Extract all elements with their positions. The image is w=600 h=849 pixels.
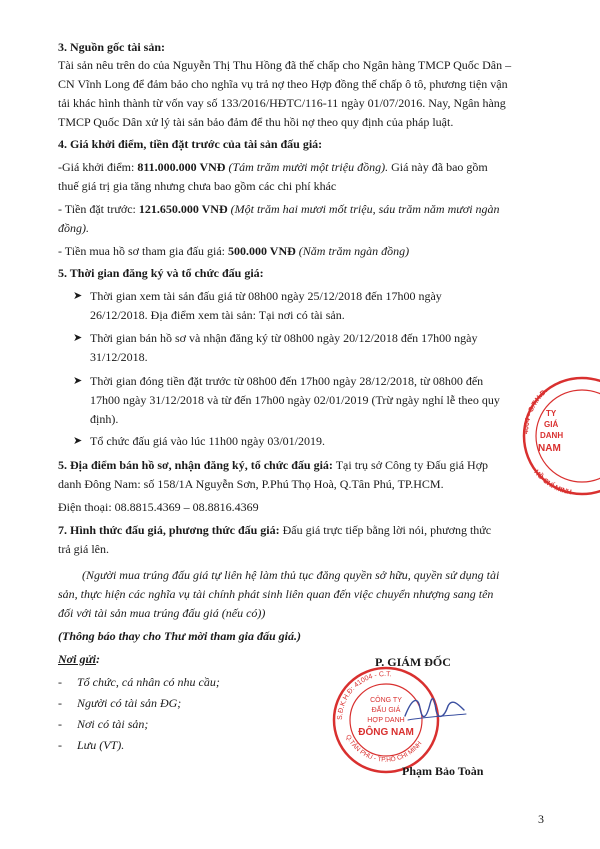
side-stamp-line: DANH: [540, 431, 564, 440]
recipient-text: Nơi có tài sản;: [77, 717, 149, 731]
company-stamp-line: ĐÔNG NAM: [358, 727, 414, 738]
start-price-prefix: -Giá khởi điểm:: [58, 160, 138, 174]
method-line-2: trả giá lên.: [58, 542, 109, 556]
deposit-words: (Một trăm hai mươi mốt triệu, sáu trăm năm mươi ngàn: [230, 202, 500, 216]
fee-prefix: - Tiền mua hồ sơ tham gia đấu giá:: [58, 244, 228, 258]
recipients-title: [58, 652, 100, 666]
section-3-line: TMCP Quốc Dân xử lý tài sản bảo đảm để thu hồi nợ theo quy định của pháp luật.: [58, 115, 454, 129]
note-line: sản, thực hiện các nghĩa vụ tài chính phát sinh liên quan đến việc chuyển nhượng sang tên: [58, 587, 494, 601]
schedule-item: Thời gian bán hồ sơ và nhận đăng ký từ 08h00 ngày 20/12/2018 đến 17h00 ngày: [90, 331, 478, 345]
bullet-arrow-icon: ➤: [73, 332, 83, 344]
location-line: [58, 458, 488, 472]
start-price-line: [58, 160, 488, 174]
location-line-2: danh Đông Nam: số 158/1A Nguyễn Sơn, P.Phú Thọ Hoà, Q.Tân Phú, TP.HCM.: [58, 477, 444, 491]
start-price-suffix: Giá này đã bao gồm: [388, 160, 488, 174]
fee-line: [58, 244, 409, 258]
fee-value: 500.000 VNĐ: [228, 244, 296, 258]
schedule-item: Tổ chức đấu giá vào lúc 11h00 ngày 03/01/2019.: [90, 434, 326, 448]
signer-name: Phạm Bảo Toàn: [402, 764, 484, 778]
handwritten-signature-icon: [400, 690, 470, 730]
svg-text:HỒ CHÍ MINH: [532, 469, 572, 497]
method-line: [58, 523, 491, 537]
start-price-value: 811.000.000 VNĐ: [137, 160, 226, 174]
side-stamp-line: NAM: [538, 443, 561, 454]
deposit-prefix: - Tiền đặt trước:: [58, 202, 139, 216]
location-text: Tại trụ sở Công ty Đấu giá Hợp: [332, 458, 489, 472]
page-number: 3: [538, 812, 544, 826]
section-3-line: Tài sản nêu trên do của Nguyễn Thị Thu Hồng đã thế chấp cho Ngân hàng TMCP Quốc Dân –: [58, 58, 512, 72]
side-stamp-ring-top: 4004 - C.T.H.D.: [522, 387, 550, 435]
company-stamp-ring-top: S.Đ.K.H.Đ: 41004 - C.T.: [336, 670, 392, 721]
side-stamp-icon: [520, 372, 600, 502]
schedule-item: 17h00 ngày 31/12/2018 và từ đến 17h00 ngày 02/01/2019 (Trừ ngày nghỉ lễ theo quy: [90, 393, 500, 407]
notice-line: (Thông báo thay cho Thư mời tham gia đấu giá.): [58, 629, 301, 643]
schedule-item: 26/12/2018. Địa điểm xem tài sản: Tại nơi có tài sản.: [90, 308, 345, 322]
company-stamp-line: HỢP DANH: [367, 717, 405, 724]
bullet-arrow-icon: ➤: [73, 375, 83, 387]
section-4-heading: 4. Giá khởi điểm, tiền đặt trước của tài sản đấu giá:: [58, 137, 323, 151]
start-price-line-2: thuế giá trị gia tăng nhưng chưa bao gồm các chi phí khác: [58, 179, 337, 193]
deposit-value: 121.650.000 VNĐ: [138, 202, 228, 216]
fee-words: (Năm trăm ngàn đồng): [298, 244, 410, 258]
side-stamp-line: GIÁ: [544, 420, 559, 429]
recipients-title-text: Nơi gửi: [58, 652, 96, 666]
phone-line: Điện thoại: 08.8815.4369 – 08.8816.4369: [58, 500, 259, 514]
start-price-words: (Tám trăm mười một triệu đồng).: [228, 160, 389, 174]
recipients-colon: :: [95, 652, 100, 666]
section-5-heading: 5. Thời gian đăng ký và tổ chức đấu giá:: [58, 266, 264, 280]
section-3-line: CN Vĩnh Long để đảm bảo cho nghĩa vụ trả nợ theo Hợp đồng thế chấp ô tô, phương tiện vận: [58, 77, 508, 91]
recipient-text: Người có tài sản ĐG;: [77, 696, 182, 710]
recipient-item: - Tổ chức, cá nhân có nhu cầu;: [58, 675, 220, 689]
method-text: Đấu giá trực tiếp bằng lời nói, phương thức: [279, 523, 492, 537]
location-heading: 5. Địa điểm bán hồ sơ, nhận đăng ký, tổ chức đấu giá:: [58, 458, 333, 472]
note-line: (Người mua trúng đấu giá tự liên hệ làm thủ tục đăng quyền sở hữu, quyền sử dụng tài: [82, 568, 500, 582]
bullet-arrow-icon: ➤: [73, 435, 83, 447]
signature-position: P. GIÁM ĐỐC: [375, 655, 451, 669]
side-stamp-line: TY: [546, 409, 557, 418]
schedule-item: Thời gian xem tài sản đấu giá từ 08h00 ngày 25/12/2018 đến 17h00 ngày: [90, 289, 442, 303]
section-3-heading: 3. Nguồn gốc tài sản:: [58, 40, 166, 54]
company-stamp-line: ĐẤU GIÁ: [371, 707, 401, 714]
recipient-item: - Người có tài sản ĐG;: [58, 696, 182, 710]
note-line: đối với tài sản mua trúng đấu giá (nếu có)): [58, 606, 266, 620]
recipient-item: - Nơi có tài sản;: [58, 717, 149, 731]
section-3-line: tải khác hình thành từ vốn vay số 133/2016/HĐTC/116-11 ngày 01/07/2016. Nay, Ngân hàng: [58, 96, 506, 110]
deposit-words-2: đồng).: [58, 221, 89, 235]
schedule-item: định).: [90, 412, 119, 426]
svg-text:Q.TÂN PHÚ - TP.HỒ CHÍ MINH: [344, 734, 423, 764]
method-heading: 7. Hình thức đấu giá, phương thức đấu giá:: [58, 523, 280, 537]
deposit-line: [58, 202, 500, 216]
recipient-text: Lưu (VT).: [77, 738, 125, 752]
bullet-arrow-icon: ➤: [73, 290, 83, 302]
recipient-text: Tổ chức, cá nhân có nhu cầu;: [77, 675, 220, 689]
side-stamp-ring-bottom: HỒ CHÍ MINH: [532, 468, 573, 497]
schedule-item: 31/12/2018.: [90, 350, 148, 364]
schedule-item: Thời gian đóng tiền đặt trước từ 08h00 đến 17h00 ngày 28/12/2018, từ 08h00 đến: [90, 374, 484, 388]
recipient-item: - Lưu (VT).: [58, 738, 125, 752]
company-stamp-line: CÔNG TY: [370, 697, 402, 704]
company-stamp-ring-bottom: Q.TÂN PHÚ - TP.HỒ CHÍ MINH: [344, 733, 424, 764]
